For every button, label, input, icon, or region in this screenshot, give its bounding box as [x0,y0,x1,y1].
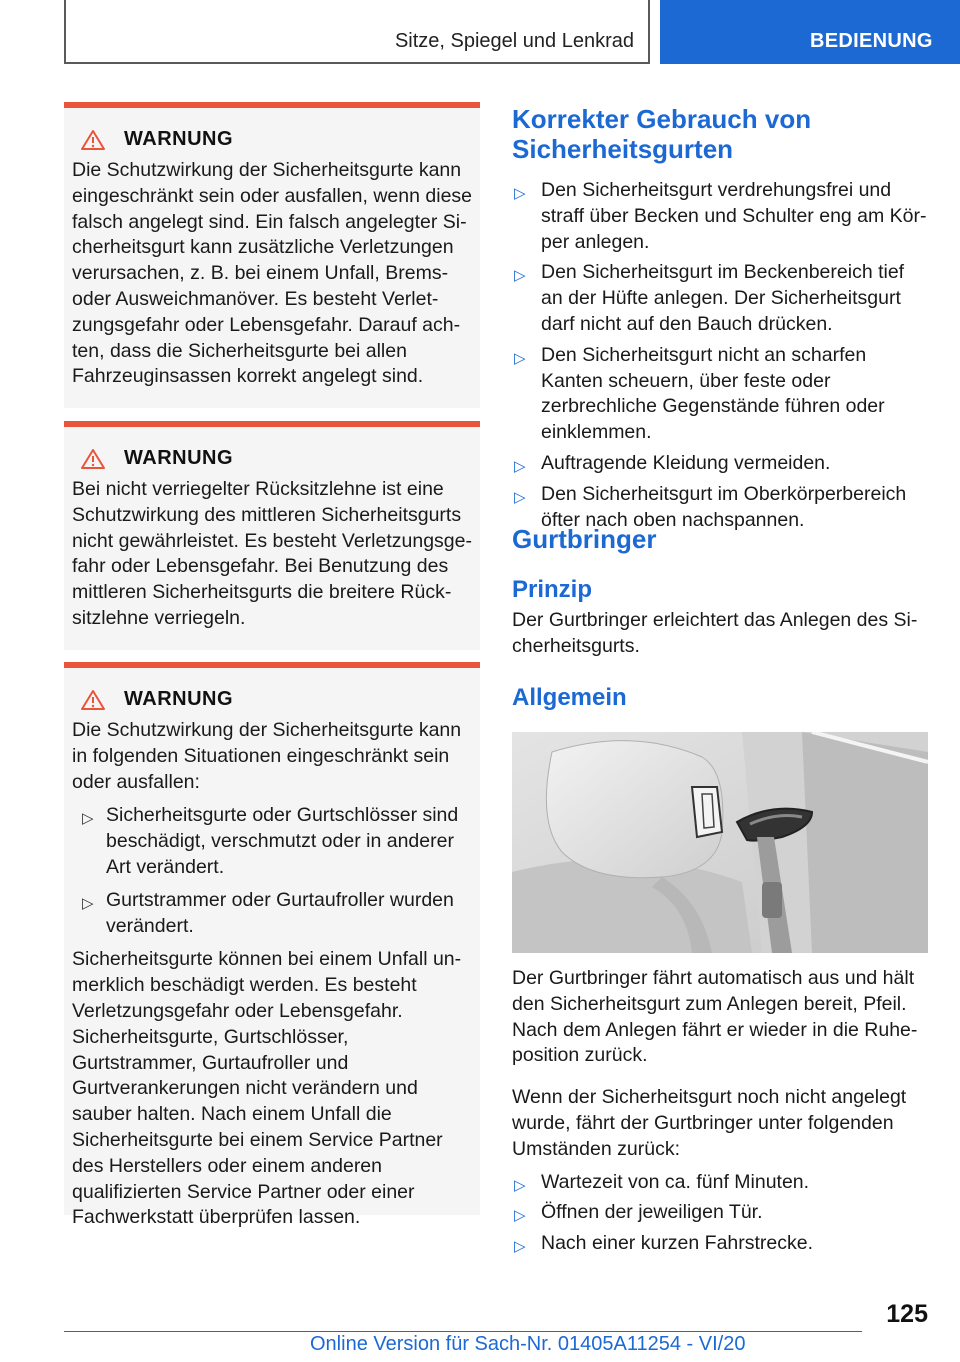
general-text-2: Wenn der Sicherheitsgurt noch nicht angelegt wurde, fährt der Gurtbringer unter folgenden Umständen zurück: [512,1086,907,1160]
warning-box-1 [64,102,480,408]
footer-online-version: Online Version für Sach-Nr. 01405A11254 - VI/20 [310,1333,746,1355]
warning-text: Bei nicht verriegelter Rücksitzlehne ist eine Schutzwirkung des mittleren Sicherheitsgurts nicht gewährleistet. Es besteht Verletzungsgefahr oder Lebensgefahr. Bei Benutzung des mittleren Sicherheitsgurts die breitere Rücksitzlehne verriegeln. [72,478,472,629]
seatbelt-presenter-image [512,732,928,953]
warning-title: WARNUNG [124,688,234,710]
subsection-heading: Allgemein [512,683,627,711]
list-item: ▷ Wartezeit von ca. fünf Minuten. [512,1170,928,1196]
correct-use-section [512,104,928,538]
warning-title: WARNUNG [124,447,234,469]
subsection-heading: Prinzip [512,576,593,603]
triangle-right-icon: ▷ [514,1238,526,1256]
gurtbringer-section [512,524,928,712]
list-item: ▷ Den Sicherheitsgurt verdrehungsfrei und straff über Becken und Schulter eng am Körper anlegen. [514,179,927,253]
triangle-right-icon: ▷ [514,457,526,475]
correct-use-list [512,178,928,533]
list-item: ▷ Den Sicherheitsgurt im Oberkörperbereich öfter nach oben nachspannen. [514,482,907,531]
triangle-right-icon: ▷ [514,267,526,285]
list-item: ▷ Den Sicherheitsgurt nicht an scharfen Kanten scheuern, über feste oder zerbrechliche Gegenstände führen oder einklemmen. [514,343,885,444]
section-heading: Gurtbringer [512,524,657,554]
triangle-right-icon: ▷ [514,185,526,202]
general-text-1: Der Gurtbringer fährt automatisch aus und hält den Sicherheitsgurt zum Anlegen bereit, Pfeil. Nach dem Anlegen fährt er wieder in die Ruheposition zurück. [512,967,918,1067]
chapter-title: BEDIENUNG [810,30,933,52]
header-chapter-tab [660,0,960,64]
footer-divider [64,1331,862,1332]
list-item: ▷ Sicherheitsgurte oder Gurtschlösser sind beschädigt, verschmutzt oder in anderer Art verändert. [82,804,459,878]
warning-box-2 [64,421,480,650]
triangle-right-icon: ▷ [82,894,94,912]
triangle-right-icon: ▷ [514,488,526,506]
warning-box-3 [64,662,480,1229]
warning-intro: Die Schutzwirkung der Sicherheitsgurte kann in folgenden Situationen eingeschränkt sein oder ausfallen: [72,719,462,793]
list-item: ▷ Gurtstrammer oder Gurtaufroller wurden verändert. [82,888,454,937]
list-item: ▷ Auftragende Kleidung vermeiden. [512,451,928,477]
principle-text: Der Gurtbringer erleichtert das Anlegen des Sicherheitsgurts. [512,609,918,657]
warning-text: Die Schutzwirkung der Sicherheitsgurte kann eingeschränkt sein oder ausfallen, wenn diese falsch angelegt sind. Ein falsch angelegter Sicherheitsgurt kann zusätzliche Verletzungen verursachen, z. B. bei einem Unfall, Bremsoder Ausweichmanöver. Es besteht Verletzungsgefahr oder Lebensgefahr. Darauf achten, dass die Sicherheitsgurte bei allen Fahrzeuginsassen korrekt angelegt sind. [72,159,473,388]
gurtbringer-illustration [512,732,928,953]
triangle-right-icon: ▷ [514,1207,526,1225]
list-item: ▷ Öffnen der jeweiligen Tür. [512,1200,928,1226]
gurtbringer-general [512,966,928,1262]
list-item: ▷ Den Sicherheitsgurt im Beckenbereich tief an der Hüfte anlegen. Der Sicherheitsgurt darf nicht auf den Bauch drücken. [514,261,905,335]
header-section-tab [64,0,650,64]
section-heading: Korrekter Gebrauch von Sicherheitsgurten [512,104,812,164]
warning-triangle-icon [80,689,106,711]
warning-list [72,803,472,939]
warning-triangle-icon [80,448,106,470]
section-title: Sitze, Spiegel und Lenkrad [394,30,634,52]
triangle-right-icon: ▷ [82,810,94,828]
warning-title: WARNUNG [124,128,234,150]
list-item: ▷ Nach einer kurzen Fahrstrecke. [512,1231,928,1257]
warning-outro: Sicherheitsgurte können bei einem Unfall unmerklich beschädigt werden. Es besteht Verletzungsgefahr oder Lebensgefahr. Sicherheitsgurte, Gurtschlösser, Gurtstrammer, Gurtaufroller und Gurtverankerungen nicht verändern und sauber halten. Nach einem Unfall die Sicherheitsgurte bei einem Service Partner des Herstellers oder einem anderen qualifizierten Service Partner oder einer Fachwerkstatt überprüfen lassen. [72,948,462,1229]
retract-conditions-list [512,1170,928,1257]
triangle-right-icon: ▷ [514,349,526,367]
triangle-right-icon: ▷ [514,1176,526,1194]
warning-triangle-icon [80,129,106,151]
page-number: 125 [886,1300,928,1328]
